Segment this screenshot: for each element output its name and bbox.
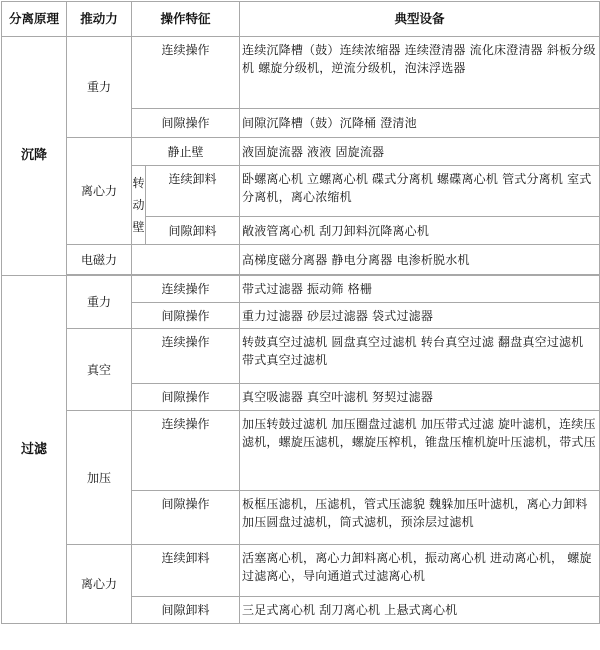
operation-type: 间隙操作 — [132, 491, 240, 545]
operation-type: 连续操作 — [132, 37, 240, 109]
header-operation: 操作特征 — [132, 2, 240, 37]
operation-type: 间隙操作 — [132, 303, 240, 329]
device-list: 敞液管离心机 刮刀卸料沉降离心机 — [240, 217, 600, 245]
operation-type: 连续卸料 — [146, 166, 240, 217]
force-pressure: 加压 — [67, 411, 132, 545]
device-list: 间隙沉降槽（鼓）沉降桶 澄清池 — [240, 109, 600, 138]
operation-type: 间隙卸料 — [146, 217, 240, 245]
force-centrifugal: 离心力 — [67, 138, 132, 245]
device-list: 连续沉降槽（鼓）连续浓缩器 连续澄清器 流化床澄清器 斜板分级机 螺旋分级机，逆流分级机，泡沫浮选器 — [240, 37, 600, 109]
force-gravity: 重力 — [67, 37, 132, 138]
device-list: 三足式离心机 刮刀离心机 上悬式离心机 — [240, 597, 600, 624]
header-row — [2, 2, 600, 37]
header-principle: 分离原理 — [2, 2, 67, 37]
force-gravity: 重力 — [67, 276, 132, 329]
rotating-wall-label — [132, 166, 146, 245]
operation-type-empty — [132, 245, 240, 275]
device-list: 卧螺离心机 立螺离心机 碟式分离机 螺碟离心机 管式分离机 室式分离机，离心浓缩机 — [240, 166, 600, 217]
principle-sedimentation: 沉降 — [2, 37, 67, 276]
force-centrifugal: 离心力 — [67, 545, 132, 624]
header-devices: 典型设备 — [240, 2, 600, 37]
device-list: 带式过滤器 振动筛 格栅 — [240, 276, 600, 303]
header-force: 推动力 — [67, 2, 132, 37]
table-row — [2, 276, 600, 303]
separation-equipment-table — [1, 1, 600, 624]
rotating-wall-char: 壁 — [132, 220, 145, 234]
device-list: 高梯度磁分离器 静电分离器 电渗析脱水机 — [240, 245, 600, 275]
table-row — [2, 329, 600, 384]
operation-type: 连续操作 — [132, 276, 240, 303]
operation-type: 间隙操作 — [132, 109, 240, 138]
operation-type: 连续操作 — [132, 411, 240, 491]
force-electromagnetic: 电磁力 — [67, 245, 132, 275]
rotating-wall-char: 转 — [132, 176, 145, 190]
operation-type: 间隙卸料 — [132, 597, 240, 624]
operation-type: 间隙操作 — [132, 384, 240, 411]
operation-type: 连续操作 — [132, 329, 240, 384]
table-row — [2, 545, 600, 597]
force-vacuum: 真空 — [67, 329, 132, 411]
device-list: 真空吸滤器 真空叶滤机 努契过滤器 — [240, 384, 600, 411]
device-list: 重力过滤器 砂层过滤器 袋式过滤器 — [240, 303, 600, 329]
table-row — [2, 37, 600, 109]
device-list: 液固旋流器 液液 固旋流器 — [240, 138, 600, 166]
operation-type: 静止壁 — [132, 138, 240, 166]
device-list: 板框压滤机，压滤机，管式压滤貌 魏躲加压叶滤机，离心力卸料加压圆盘过滤机，筒式滤机，预涂层过滤机 — [240, 491, 600, 545]
rotating-wall-char: 动 — [132, 198, 145, 212]
table-row — [2, 138, 600, 166]
table-row — [2, 411, 600, 491]
table-row — [2, 245, 600, 275]
principle-filtration: 过滤 — [2, 276, 67, 624]
device-list: 活塞离心机，离心力卸料离心机，振动离心机 进动离心机， 螺旋过滤离心，导向通道式过滤离心机 — [240, 545, 600, 597]
operation-type: 连续卸料 — [132, 545, 240, 597]
device-list: 转鼓真空过滤机 圆盘真空过滤机 转台真空过滤 翻盘真空过滤机 带式真空过滤机 — [240, 329, 600, 384]
device-list: 加压转鼓过滤机 加压圈盘过滤机 加压带式过滤 旋叶滤机，连续压滤机，螺旋压滤机，螺旋压榨机，锥盘压榷机旋叶压滤机，带式压 — [240, 411, 600, 491]
